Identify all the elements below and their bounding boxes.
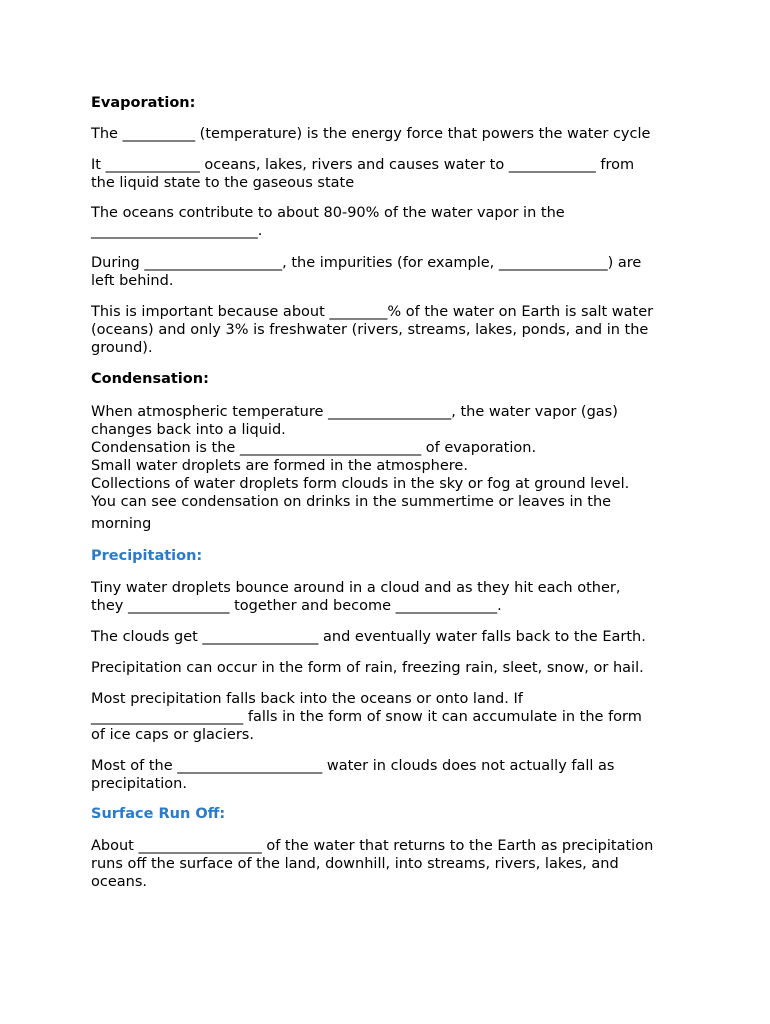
text-line: When atmospheric temperature _________________, the water vapor (gas) (91, 404, 618, 420)
surface-run-off-paragraph (91, 837, 691, 891)
text-line: Precipitation can occur in the form of rain, freezing rain, sleet, snow, or hail. (91, 660, 644, 676)
text-line: oceans. (91, 874, 148, 890)
text-line: During ___________________, the impurities (for example, _______________) are (91, 255, 642, 271)
surface-run-off-heading: Surface Run Off: (91, 806, 226, 822)
text-line: Collections of water droplets form clouds in the sky or fog at ground level. (91, 476, 630, 492)
text-line: runs off the surface of the land, downhill, into streams, rivers, lakes, and (91, 856, 619, 872)
text-line: The __________ (temperature) is the energy force that powers the water cycle (91, 126, 651, 142)
text-line: Small water droplets are formed in the atmosphere. (91, 458, 468, 474)
precipitation-paragraph-2 (91, 628, 691, 646)
evaporation-paragraph-1 (91, 125, 691, 143)
text-line: (oceans) and only 3% is freshwater (rivers, streams, lakes, ponds, and in the (91, 322, 649, 338)
text-line: _______________________. (91, 223, 263, 239)
text-line: Most precipitation falls back into the oceans or onto land. If (91, 691, 523, 707)
evaporation-heading: Evaporation: (91, 95, 196, 111)
text-line: The oceans contribute to about 80-90% of the water vapor in the (91, 205, 565, 221)
precipitation-paragraph-1 (91, 579, 691, 615)
text-line: morning (91, 516, 152, 532)
text-line: the liquid state to the gaseous state (91, 175, 355, 191)
text-line: left behind. (91, 273, 174, 289)
evaporation-paragraph-5 (91, 303, 691, 357)
precipitation-heading: Precipitation: (91, 548, 203, 564)
evaporation-paragraph-3 (91, 204, 691, 240)
text-line: You can see condensation on drinks in the summertime or leaves in the (91, 494, 612, 510)
text-line: It _____________ oceans, lakes, rivers and causes water to ____________ from (91, 157, 635, 173)
precipitation-paragraph-5 (91, 757, 691, 793)
text-line: Most of the ____________________ water in clouds does not actually fall as (91, 758, 615, 774)
text-line: Tiny water droplets bounce around in a cloud and as they hit each other, (91, 580, 621, 596)
text-line: of ice caps or glaciers. (91, 727, 254, 743)
text-line: changes back into a liquid. (91, 422, 286, 438)
text-line: About _________________ of the water that returns to the Earth as precipitation (91, 838, 654, 854)
text-line: Condensation is the _________________________ of evaporation. (91, 440, 537, 456)
evaporation-paragraph-2 (91, 156, 691, 192)
evaporation-paragraph-4 (91, 254, 691, 290)
condensation-heading: Condensation: (91, 371, 209, 387)
text-line: The clouds get ________________ and eventually water falls back to the Earth. (91, 629, 646, 645)
precipitation-paragraph-4 (91, 690, 691, 744)
text-line: This is important because about ________% of the water on Earth is salt water (91, 304, 654, 320)
text-line: they ______________ together and become ______________. (91, 598, 502, 614)
text-line: _____________________ falls in the form of snow it can accumulate in the form (91, 709, 642, 725)
condensation-paragraph (91, 403, 691, 533)
precipitation-paragraph-3 (91, 659, 691, 677)
text-line: ground). (91, 340, 153, 356)
text-line: precipitation. (91, 776, 187, 792)
